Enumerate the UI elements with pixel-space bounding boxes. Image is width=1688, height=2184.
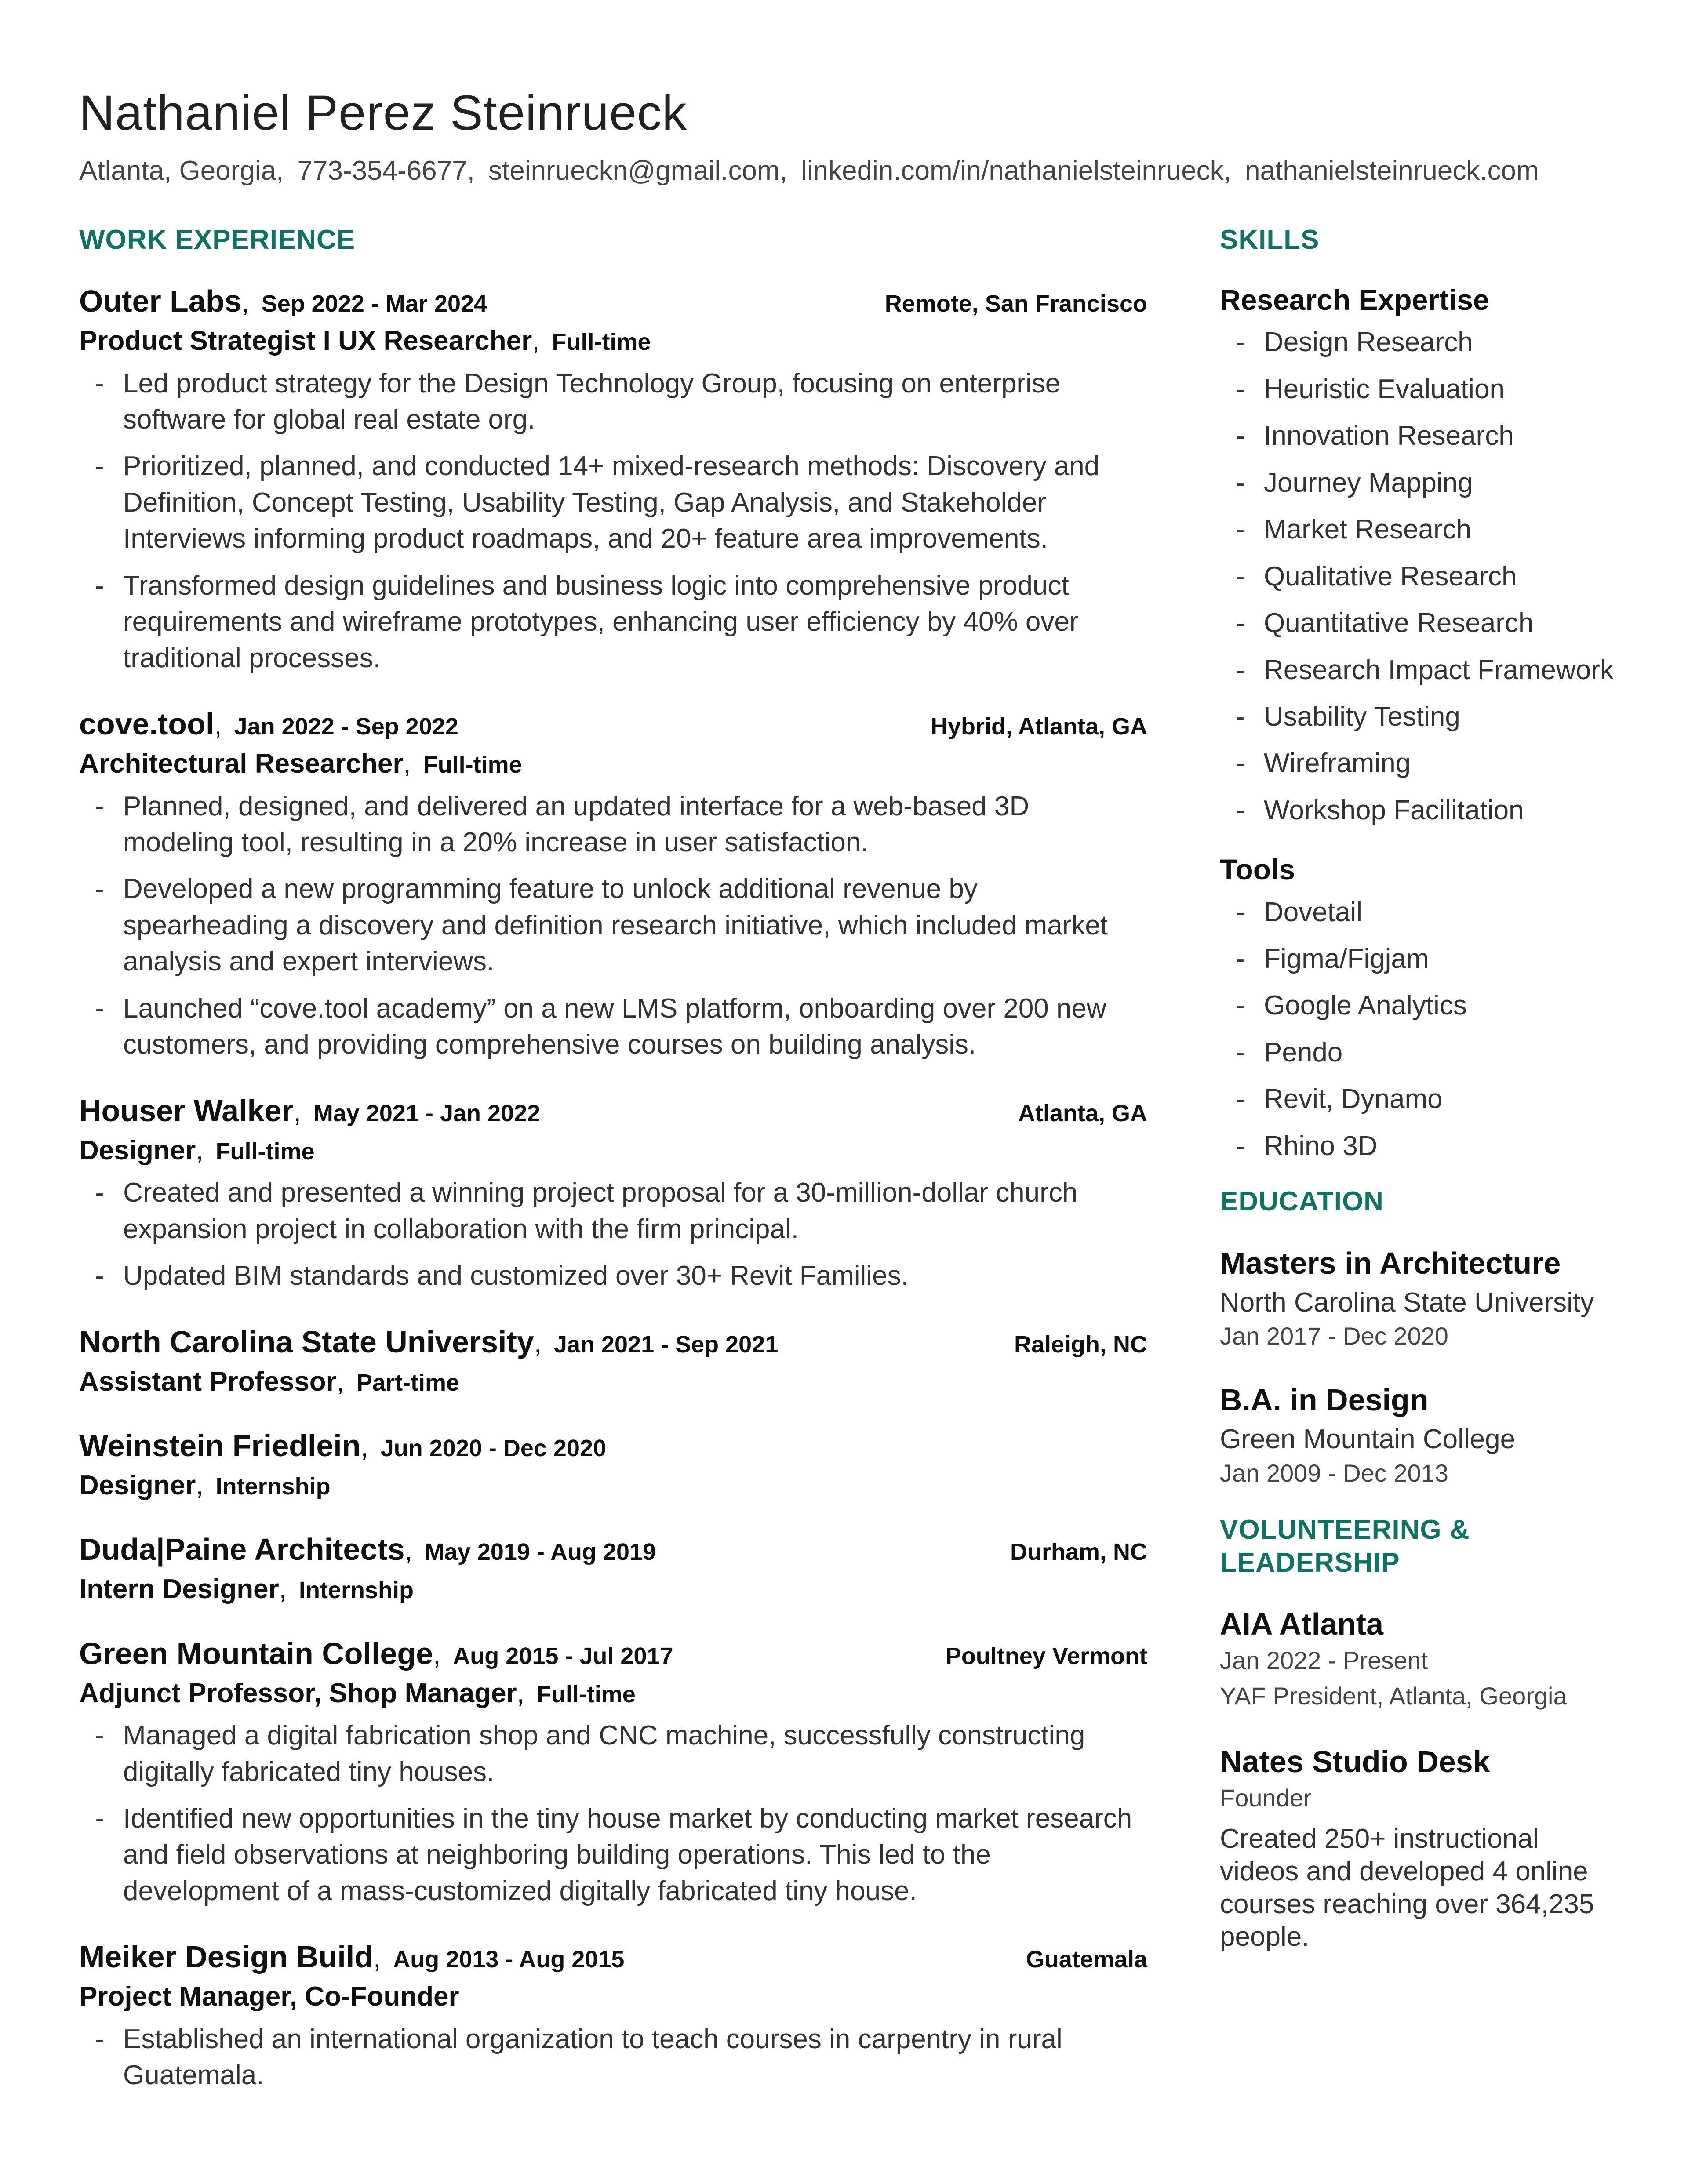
education-dates: Jan 2017 - Dec 2020: [1220, 1322, 1448, 1350]
volunteering-role: YAF President: [1220, 1682, 1377, 1710]
job-entry: [79, 1092, 1147, 1294]
contact-email[interactable]: steinrueckn@gmail.com: [488, 156, 780, 186]
separator: ,: [214, 710, 222, 741]
job-location: Poultney Vermont: [945, 1643, 1147, 1669]
skill-item: - Heuristic Evaluation: [1220, 371, 1615, 407]
separator: ,: [403, 749, 411, 779]
bullet-item: - Launched “cove.tool academy” on a new LMS platform, onboarding over 200 new customers, and providing comprehensive courses on building analysis.: [79, 991, 1147, 1063]
skill-item: - Usability Testing: [1220, 699, 1615, 735]
skills-heading: SKILLS: [1220, 224, 1320, 255]
volunteering-entry: [1220, 1606, 1615, 1714]
separator: ,: [532, 326, 540, 356]
job-bullets: [79, 2021, 1147, 2094]
role-line: [79, 1366, 1147, 1398]
job-location: Remote, San Francisco: [884, 291, 1147, 317]
bullet-item: - Updated BIM standards and customized over 30+ Revit Families.: [79, 1258, 1147, 1294]
skill-item: - Workshop Facilitation: [1220, 792, 1615, 829]
bullet-item: - Established an international organization to teach courses in carpentry in rural Guatemala.: [79, 2021, 1147, 2094]
job-role: Designer: [79, 1470, 196, 1501]
volunteering-location: Atlanta, Georgia: [1389, 1682, 1567, 1710]
job-location: Raleigh, NC: [1014, 1331, 1147, 1358]
job-dates: Aug 2013 - Aug 2015: [393, 1946, 625, 1973]
job-entry: [79, 1323, 1147, 1398]
job-location: Guatemala: [1026, 1946, 1147, 1973]
separator: ,: [534, 1328, 542, 1359]
sidebar-column: [1220, 224, 1615, 1983]
separator: ,: [373, 1943, 381, 1974]
job-title-group: [79, 705, 458, 742]
skill-item: - Figma/Figjam: [1220, 941, 1615, 977]
employment-type: Internship: [215, 1473, 331, 1500]
skill-item: - Revit, Dynamo: [1220, 1081, 1615, 1117]
volunteering-dates: Jan 2022 - Present: [1220, 1646, 1428, 1675]
job-dates: Sep 2022 - Mar 2024: [261, 291, 487, 317]
employment-type: Internship: [299, 1577, 414, 1604]
job-header: [79, 1938, 1147, 1975]
bullet-item: - Created and presented a winning project proposal for a 30-million-dollar church expansion project in collaboration with the firm principal.: [79, 1175, 1147, 1247]
volunteering-list: [1220, 1606, 1615, 1953]
volunteering-heading: VOLUNTEERING & LEADERSHIP: [1220, 1515, 1470, 1578]
job-entry: [79, 283, 1147, 676]
job-entry: [79, 1938, 1147, 2093]
skill-item: - Qualitative Research: [1220, 559, 1615, 595]
separator: ,: [196, 1135, 204, 1166]
job-header: [79, 1531, 1147, 1568]
contact-website[interactable]: nathanielsteinrueck.com: [1245, 156, 1539, 186]
education-entry: [1220, 1245, 1615, 1352]
job-dates: Aug 2015 - Jul 2017: [453, 1643, 673, 1669]
job-dates: Jan 2021 - Sep 2021: [553, 1331, 779, 1358]
company-name: Green Mountain College: [79, 1636, 433, 1671]
bullet-item: - Led product strategy for the Design Technology Group, focusing on enterprise software for global real estate org.: [79, 366, 1147, 438]
job-header: [79, 1323, 1147, 1360]
job-bullets: [79, 789, 1147, 1063]
skill-item: - Market Research: [1220, 512, 1615, 548]
job-dates: Jun 2020 - Dec 2020: [380, 1435, 607, 1461]
candidate-name: Nathaniel Perez Steinrueck: [79, 85, 688, 140]
job-bullets: [79, 1175, 1147, 1294]
skill-item: - Google Analytics: [1220, 988, 1615, 1024]
company-name: Houser Walker: [79, 1093, 294, 1128]
skill-item: - Quantitative Research: [1220, 605, 1615, 641]
employment-type: Part-time: [357, 1369, 460, 1396]
job-title-group: [79, 1427, 606, 1464]
skill-item: - Innovation Research: [1220, 418, 1615, 454]
job-entry: [79, 1427, 1147, 1502]
skill-items: [1220, 894, 1615, 1165]
skill-group-title: Tools: [1220, 853, 1295, 886]
job-dates: Jan 2022 - Sep 2022: [234, 713, 458, 740]
job-role: Assistant Professor: [79, 1366, 337, 1397]
contact-phone: 773-354-6677: [297, 156, 467, 186]
skill-items: [1220, 324, 1615, 829]
bullet-item: - Identified new opportunities in the tiny house market by conducting market research and field observations at neighboring building operations. This led to the development of a mass-customized digitally fabricated tiny house.: [79, 1801, 1147, 1909]
job-header: [79, 1092, 1147, 1129]
company-name: Weinstein Friedlein: [79, 1428, 361, 1463]
company-name: Outer Labs: [79, 284, 242, 319]
job-role: Project Manager, Co-Founder: [79, 1981, 459, 2012]
school: North Carolina State University: [1220, 1287, 1594, 1318]
job-dates: May 2021 - Jan 2022: [313, 1100, 541, 1127]
volunteering-description: Created 250+ instructional videos and developed 4 online courses reaching over 364,235 people.: [1220, 1823, 1594, 1952]
job-role: Product Strategist I UX Researcher: [79, 326, 532, 356]
job-entry: [79, 705, 1147, 1063]
education-list: [1220, 1245, 1615, 1490]
jobs-list: [79, 283, 1147, 2093]
separator: ,: [293, 1097, 301, 1127]
role-line: [79, 1134, 1147, 1167]
job-entry: [79, 1531, 1147, 1606]
skill-item: - Dovetail: [1220, 894, 1615, 930]
employment-type: Full-time: [552, 329, 651, 356]
job-header: [79, 283, 1147, 320]
education-entry: [1220, 1381, 1615, 1489]
school: Green Mountain College: [1220, 1424, 1516, 1455]
skills-list: [1220, 283, 1615, 1164]
company-name: Duda|Paine Architects: [79, 1532, 405, 1567]
work-experience-heading: WORK EXPERIENCE: [79, 224, 356, 255]
separator: ,: [241, 287, 249, 318]
skill-item: - Design Research: [1220, 324, 1615, 360]
separator: ,: [517, 1678, 524, 1708]
job-title-group: [79, 1531, 656, 1568]
organization: Nates Studio Desk: [1220, 1744, 1490, 1779]
education-heading: EDUCATION: [1220, 1186, 1384, 1217]
employment-type: Full-time: [215, 1138, 315, 1165]
volunteering-role-line: [1220, 1678, 1615, 1714]
job-location: Durham, NC: [1010, 1539, 1147, 1566]
separator: ,: [1376, 1682, 1389, 1710]
education-dates: Jan 2009 - Dec 2013: [1220, 1459, 1448, 1487]
contact-linkedin[interactable]: linkedin.com/in/nathanielsteinrueck: [801, 156, 1224, 186]
skill-item: - Rhino 3D: [1220, 1128, 1615, 1164]
job-role: Adjunct Professor, Shop Manager: [79, 1678, 517, 1708]
skill-item: - Journey Mapping: [1220, 465, 1615, 501]
volunteering-role-line: [1220, 1780, 1615, 1816]
role-line: [79, 325, 1147, 357]
role-line: [79, 1980, 1147, 2013]
work-experience-column: [79, 224, 1147, 2123]
job-title-group: [79, 283, 487, 320]
contact-line: Atlanta, Georgia, 773-354-6677, steinrueckn@gmail.com, linkedin.com/in/nathanielsteinrueck, nathanielsteinrueck.com: [79, 156, 1539, 186]
role-line: [79, 1573, 1147, 1606]
job-title-group: [79, 1092, 540, 1129]
job-title-group: [79, 1635, 673, 1672]
volunteering-entry: [1220, 1743, 1615, 1954]
job-header: [79, 1635, 1147, 1672]
job-location: Atlanta, GA: [1018, 1100, 1147, 1127]
skill-group-title: Research Expertise: [1220, 283, 1489, 316]
skill-item: - Pendo: [1220, 1035, 1615, 1071]
contact-location: Atlanta, Georgia: [79, 156, 276, 186]
role-line: [79, 1677, 1147, 1710]
job-title-group: [79, 1938, 624, 1975]
company-name: North Carolina State University: [79, 1324, 534, 1359]
company-name: Meiker Design Build: [79, 1940, 374, 1974]
employment-type: Full-time: [423, 752, 522, 778]
bullet-item: - Prioritized, planned, and conducted 14+ mixed-research methods: Discovery and Definition, Concept Testing, Usability Testing, Gap Analysis, and Stakeholder Interviews informing product roadmaps, and 20+ feature area improvements.: [79, 448, 1147, 557]
job-bullets: [79, 1718, 1147, 1909]
employment-type: Full-time: [536, 1681, 636, 1708]
job-header: [79, 1427, 1147, 1464]
job-title-group: [79, 1323, 778, 1360]
role-line: [79, 1469, 1147, 1502]
job-role: Designer: [79, 1135, 196, 1166]
separator: ,: [279, 1574, 287, 1605]
job-dates: May 2019 - Aug 2019: [424, 1539, 656, 1566]
volunteering-role: Founder: [1220, 1784, 1312, 1812]
company-name: cove.tool: [79, 707, 215, 741]
degree: Masters in Architecture: [1220, 1246, 1561, 1280]
bullet-item: - Transformed design guidelines and business logic into comprehensive product requirements and wireframe prototypes, enhancing user efficiency by 40% over traditional processes.: [79, 568, 1147, 676]
separator: ,: [360, 1432, 368, 1462]
bullet-item: - Managed a digital fabrication shop and CNC machine, successfully constructing digitally fabricated tiny houses.: [79, 1718, 1147, 1790]
job-role: Architectural Researcher: [79, 749, 404, 779]
degree: B.A. in Design: [1220, 1383, 1429, 1417]
separator: ,: [404, 1536, 412, 1566]
job-location: Hybrid, Atlanta, GA: [930, 713, 1147, 740]
separator: ,: [336, 1366, 344, 1397]
bullet-item: - Developed a new programming feature to unlock additional revenue by spearheading a discovery and definition research initiative, which included market analysis and expert interviews.: [79, 871, 1147, 980]
separator: ,: [433, 1639, 441, 1670]
job-header: [79, 705, 1147, 742]
skill-item: - Research Impact Framework: [1220, 652, 1615, 688]
job-role: Intern Designer: [79, 1574, 279, 1605]
separator: ,: [196, 1470, 204, 1501]
job-entry: [79, 1635, 1147, 1910]
organization: AIA Atlanta: [1220, 1607, 1384, 1642]
job-bullets: [79, 366, 1147, 677]
bullet-item: - Planned, designed, and delivered an updated interface for a web-based 3D modeling tool, resulting in a 20% increase in user satisfaction.: [79, 789, 1147, 861]
role-line: [79, 748, 1147, 780]
skill-item: - Wireframing: [1220, 745, 1615, 781]
